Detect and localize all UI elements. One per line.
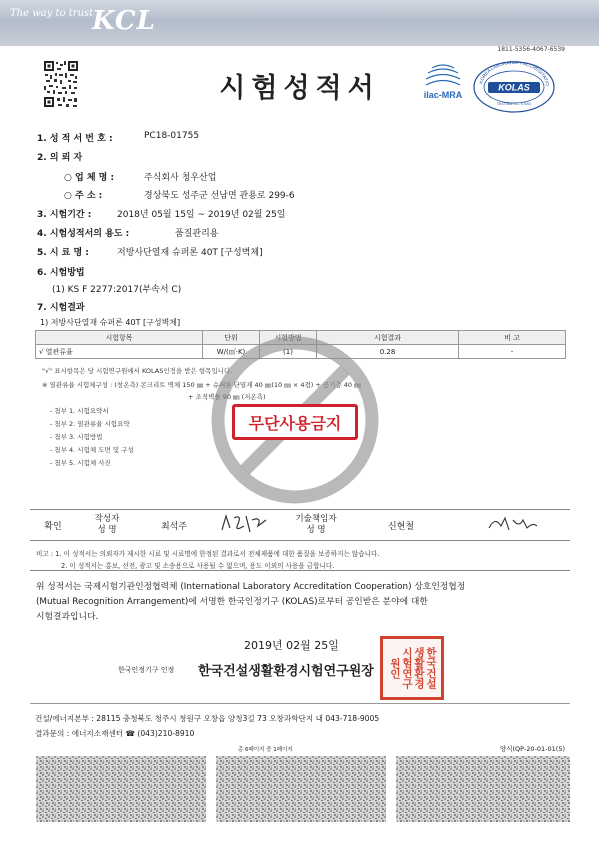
issuer-prefix: 한국인정기구 인정 [118,666,175,674]
method-label: 6. 시험방법 [37,268,85,278]
manager-signature-icon [481,512,541,536]
note-line: ※ 열관류율 시험체구성 : (창온측) 콘크리트 벽체 150 ㎜ + 슈퍼론 단열재 40 ㎜(10 ㎜ × 4겹) + 공기층 40 ㎜ [42,381,361,389]
writer-label-title: 작성자 [94,514,120,524]
mra-paragraph-line: (Mutual Recognition Arrangement)에 서명한 한국인정기구 (KOLAS)로부터 공인받은 분야에 대한 [36,597,428,607]
ilac-mra-logo-icon [418,60,468,106]
kolas-ring-text: KOREA LABORATORY ACCREDITATIO [478,59,551,87]
manager-label-title: 기술책임자 [295,514,337,524]
confirm-label: 확인 [30,510,76,541]
official-seal [380,636,444,700]
remark-line: 비고 : 1. 이 성적서는 의뢰자가 제시한 시료 및 시료명에 한정된 결과로서 전체제품에 대한 품질을 보증하지는 않습니다. [36,550,380,558]
kolas-logo-icon [472,57,556,113]
kolas-label: KOLAS [498,82,530,93]
table-cell: √ 열관류율 [36,345,203,359]
signature-table [30,509,570,541]
table-header-cell: 시험항목 [36,331,203,345]
sample-label: 5. 시 료 명 : [37,248,89,258]
unauthorized-use-stamp [232,404,358,440]
table-header-cell: 시험방법 [260,331,317,345]
report-no-label: 1. 성 적 서 번 호 : [37,134,113,144]
table-header-cell: 단위 [203,331,260,345]
page-indicator: 총 6페이지 중 1페이지 [238,747,293,753]
period-value: 2018년 05월 15일 ~ 2019년 02월 25일 [117,210,286,220]
footer-address: 건설/에너지본부 : 28115 충청북도 청주시 청원구 오창읍 양청3길 73 오창과학단지 내 043-718-9005 [35,714,380,723]
note-line: + 조적벽돌 90 ㎜ (저온측) [188,393,266,401]
manager-label-name: 성 명 [306,525,326,535]
doc-number: 1811-5356-4067-6539 [497,46,565,53]
footer-inquiry: 결과문의 : 에너지소재센터 ☎ (043)210-8910 [35,729,195,738]
table-cell: W/(㎡·K) [203,345,260,359]
writer-label-name: 성 명 [97,525,117,535]
form-number: 양식(QP-20-01-01(5) [499,745,565,753]
seal-text: 한국건설생활환경시험연구원인 [389,647,437,689]
mra-paragraph-line: 시험결과입니다. [36,612,99,622]
attachment-item: - 첨부 4. 시험체 도면 및 구성 [50,446,134,454]
writer-signature-icon [216,512,276,536]
method-value: (1) KS F 2277:2017(부속서 C) [52,285,182,295]
writer-name: 최석주 [138,510,210,541]
result-subtitle: 1) 저방사단열재 슈퍼론 40T [구성벽체] [40,318,181,327]
address-value: 경상북도 성주군 선남면 관용로 299-6 [144,191,295,201]
kolas-number: TESTING NO. KT001 [496,102,532,106]
company-value: 주식회사 청우산업 [144,173,217,183]
mra-paragraph-line: 위 성적서는 국제시험기관인정협력체 (International Laboratory Accreditation Cooperation) 상호인정협정 [36,582,466,592]
signature-row [30,510,570,541]
slogan: The way to trust [10,8,94,19]
purpose-label: 4. 시험성적서의 용도 : [37,229,130,239]
table-header-cell: 비 고 [459,331,566,345]
attachment-item: - 첨부 2. 열관류율 시험요약 [50,420,130,428]
header-bar [0,0,599,46]
table-cell: - [459,345,566,359]
document-title: 시험성적서 [219,73,380,104]
remark-line: 2. 이 성적서는 홍보, 선전, 광고 및 소송용으로 사용될 수 없으며, 용도 이외의 사용을 금합니다. [61,562,335,570]
result-label: 7. 시험결과 [37,303,85,313]
table-header-cell: 시험결과 [317,331,459,345]
sample-value: 저방사단열재 슈퍼론 40T [구성벽체] [117,248,263,258]
table-cell: 0.28 [317,345,459,359]
table-cell: (1) [260,345,317,359]
client-label: 2. 의 뢰 자 [37,153,83,163]
ilac-label: ilac-MRA [423,90,463,100]
attachment-item: - 첨부 3. 시험방법 [50,433,103,441]
footer-divider [30,703,570,704]
issue-date: 2019년 02월 25일 [244,639,339,652]
security-pattern-icon [36,756,570,822]
report-no-value: PC18-01755 [144,131,200,141]
stamp-label: 무단사용금지 [248,413,342,433]
company-label: ○ 업 체 명 : [64,173,115,183]
attachment-item: - 첨부 5. 시험체 사진 [50,459,111,467]
manager-name: 신현철 [350,510,452,541]
issuer-name: 한국건설생활환경시험연구원장 [198,664,374,679]
purpose-value: 품질관리용 [175,229,219,239]
period-label: 3. 시험기간 : [37,210,92,220]
kcl-logo: KCL [92,6,156,36]
address-label: ○ 주 소 : [64,191,103,201]
note-line: "√" 표시항목은 당 시험연구원에서 KOLAS인정을 받은 항목입니다. [42,367,233,375]
attachment-item: - 첨부 1. 시험요약서 [50,407,109,415]
